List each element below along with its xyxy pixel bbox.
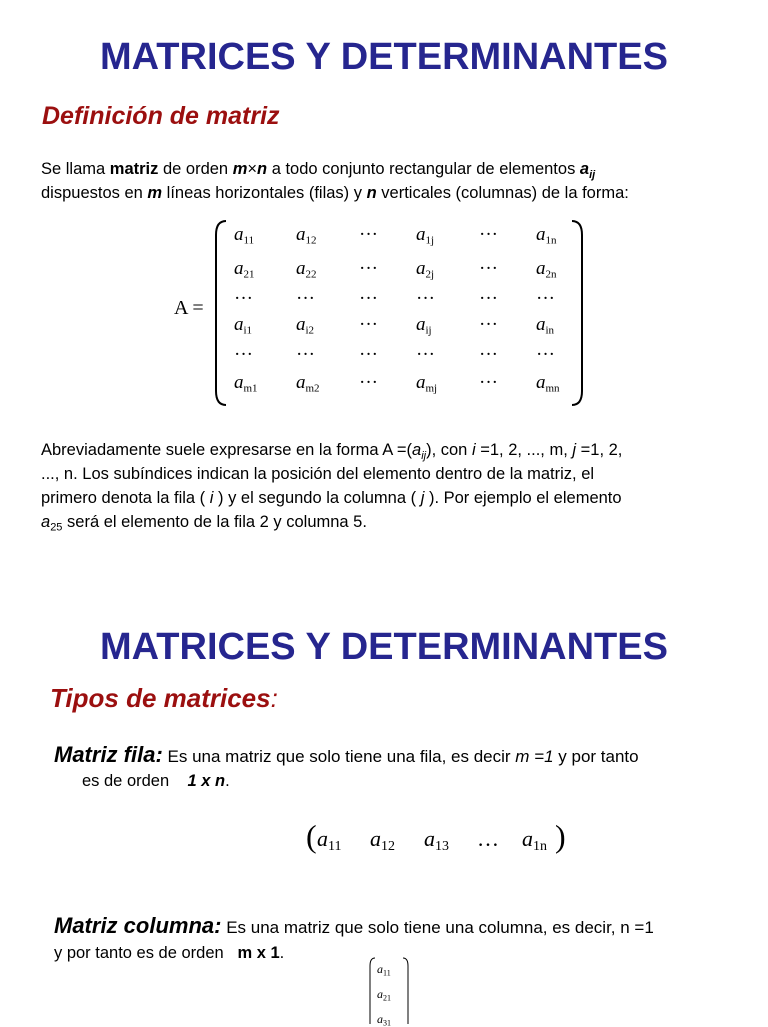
text: ) y el segundo la columna ( <box>213 489 421 507</box>
matrix-cell: $a_{2j}$ <box>416 258 435 281</box>
matrix-cell: $a_{ij}$ <box>416 314 432 337</box>
var-n: n <box>257 160 268 178</box>
matrix-cell: ··· <box>536 344 555 365</box>
text: Abreviadamente suele expresarse en la forma A =( <box>41 441 413 459</box>
text: ), con <box>426 441 472 459</box>
order: m x 1 <box>237 944 280 962</box>
text: Es una matriz que solo tiene una fila, es decir <box>162 747 516 766</box>
var-a: a <box>579 160 590 178</box>
matrix-cell: ··· <box>359 288 378 309</box>
text: =1, 2, ..., m, <box>475 441 573 459</box>
text: . <box>225 772 230 790</box>
text: . <box>279 944 285 962</box>
matrix-cell: ··· <box>479 288 498 309</box>
row-matrix-cell: $a_{1n}$ <box>522 826 547 855</box>
sub-25: 25 <box>50 521 63 534</box>
matriz-columna-line2 <box>54 944 284 963</box>
matriz-fila-line2 <box>82 772 230 791</box>
matrix-cell: ··· <box>234 344 253 365</box>
matrix-cell: ··· <box>479 372 498 393</box>
equation: m =1 <box>515 747 554 766</box>
matrix-cell: $a_{in}$ <box>536 314 555 337</box>
matrix-cell: $a_{i2}$ <box>296 314 315 337</box>
matrix-label: A = <box>174 297 204 319</box>
row-matrix-cell: … <box>477 826 499 851</box>
text: a todo conjunto rectangular de elementos <box>267 160 580 178</box>
section-subtitle <box>50 683 278 714</box>
text: es de orden <box>82 772 174 790</box>
matrix-cell: ··· <box>359 344 378 365</box>
bold-term: matriz <box>109 160 159 178</box>
matrix-cell: $a_{1j}$ <box>416 224 435 247</box>
sub-ij: ij <box>421 450 427 463</box>
text: y por tanto es de orden <box>54 944 229 962</box>
var-m: m <box>147 184 163 202</box>
matrix-cell: $a_{m1}$ <box>234 372 258 395</box>
subtitle-text: Tipos de matrices <box>50 683 271 713</box>
sub-ij: ij <box>589 169 596 182</box>
var-i: i <box>209 489 214 507</box>
matrix-cell: $a_{m2}$ <box>296 372 320 395</box>
var-a: a <box>41 513 51 531</box>
matriz-columna-line1 <box>54 913 654 939</box>
subtitle-colon: : <box>270 683 278 713</box>
definition-paragraph <box>41 157 741 205</box>
var-n: n <box>366 184 377 202</box>
matrix-cell: ··· <box>359 314 378 335</box>
text: ). Por ejemplo el elemento <box>424 489 622 507</box>
column-matrix-cell: $a_{31}$ <box>377 1012 391 1027</box>
matrix-cell: ··· <box>536 288 555 309</box>
matriz-fila-line1 <box>54 742 639 768</box>
page-title: MATRICES Y DETERMINANTES <box>100 36 668 78</box>
matrix-cell: ··· <box>296 344 315 365</box>
matrix-cell: ··· <box>479 258 498 279</box>
matrix-cell: $a_{21}$ <box>234 258 255 281</box>
matrix-cell: $a_{mj}$ <box>416 372 438 395</box>
matrix-cell: $a_{mn}$ <box>536 372 560 395</box>
matrix-cell: $a_{11}$ <box>234 224 255 247</box>
matrix-cell: ··· <box>359 224 378 245</box>
var-j: j <box>420 489 425 507</box>
page-title: MATRICES Y DETERMINANTES <box>100 626 668 668</box>
matrix-brackets <box>214 217 586 409</box>
text: será el elemento de la fila 2 y columna 5. <box>62 513 367 531</box>
column-matrix-cell: $a_{21}$ <box>377 987 391 1003</box>
abbrev-paragraph <box>41 438 729 534</box>
text: dispuestos en <box>41 184 148 202</box>
matrix-cell: ··· <box>416 288 435 309</box>
text: de orden <box>158 160 233 178</box>
matriz-fila-heading: Matriz fila: <box>54 742 163 767</box>
text: y por tanto <box>553 747 639 766</box>
right-paren: ) <box>555 818 566 854</box>
matrix-cell: ··· <box>234 288 253 309</box>
matrix-cell: $a_{i1}$ <box>234 314 253 337</box>
text: Se llama <box>41 160 110 178</box>
row-matrix-cell: $a_{12}$ <box>370 826 395 855</box>
matrix-cell: $a_{2n}$ <box>536 258 557 281</box>
section-subtitle: Definición de matriz <box>42 102 280 130</box>
matrix-cell: $a_{22}$ <box>296 258 317 281</box>
text: ..., n. Los subíndices indican la posición del elemento dentro de la matriz, el <box>41 465 595 483</box>
row-matrix-cell: $a_{11}$ <box>317 826 342 855</box>
matriz-columna-heading: Matriz columna: <box>54 913 222 938</box>
matrix-cell: ··· <box>479 344 498 365</box>
matrix-cell: ··· <box>359 372 378 393</box>
matrix-cell: ··· <box>479 314 498 335</box>
var-a: a <box>412 441 422 459</box>
matrix-cell: $a_{1n}$ <box>536 224 557 247</box>
row-matrix-cell: $a_{13}$ <box>424 826 449 855</box>
text: =1, 2, <box>576 441 623 459</box>
left-paren: ( <box>306 818 317 854</box>
text: primero denota la fila ( <box>41 489 210 507</box>
text: líneas horizontales (filas) y <box>162 184 367 202</box>
matrix-cell: ··· <box>359 258 378 279</box>
var-m: m <box>232 160 248 178</box>
text: verticales (columnas) de la forma: <box>376 184 629 202</box>
matrix-cell: $a_{12}$ <box>296 224 317 247</box>
matrix-cell: ··· <box>416 344 435 365</box>
matrix-cell: ··· <box>296 288 315 309</box>
var-j: j <box>572 441 577 459</box>
column-matrix-cell: $a_{11}$ <box>377 962 391 978</box>
times-symbol: × <box>247 160 258 178</box>
matrix-cell: ··· <box>479 224 498 245</box>
order: 1 x n <box>187 772 226 790</box>
var-i: i <box>471 441 476 459</box>
text: Es una matriz que solo tiene una columna, es decir, n =1 <box>221 918 654 937</box>
